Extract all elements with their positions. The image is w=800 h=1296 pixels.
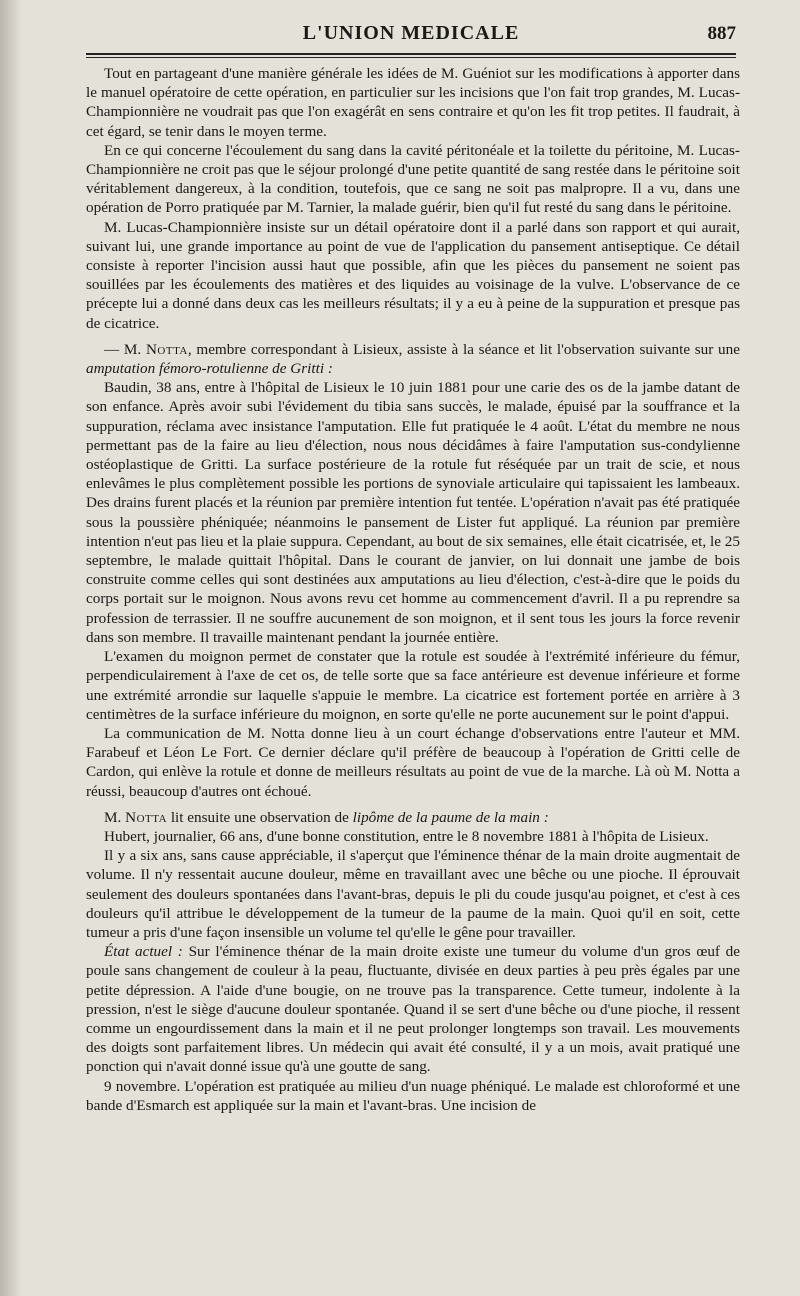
section-label: État actuel : [104,943,183,961]
author-name: Notta [125,808,168,826]
case-title: lipôme de la paume de la main : [352,808,549,826]
page-gutter-shadow [0,0,22,1296]
page-header [86,16,736,50]
paragraph: Il y a six ans, sans cause appréciable, il s'aperçut que l'éminence thénar de la main droite augmentait de volume. Il n'y ressentait aucune douleur, même en travaillant avec une bêche ou une pioche. Il éprouvait seulement des douleurs spontanées dans l'avant-bras, depuis le pli du coude jusqu'au poignet, et c'est à ces douleurs qu'il attribue le développement de la tumeur de la paume de la main. Quoi qu'il en soit, cette tumeur a pris d'une façon insensible un volume tel qu'elle le gêne pour travailler. [86,847,740,941]
paragraph: Tout en partageant d'une manière générale les idées de M. Guéniot sur les modifications à apporter dans le manuel opératoire de cette opération, en particulier sur les incisions que l'on fait trop grandes, M. Lucas-Championnière ne voudrait pas que l'on exagérât en sens contraire et qu'on les fit trop petites. Il faudrait, à cet égard, se tenir dans le moyen terme. [86,65,740,140]
paragraph: 9 novembre. L'opération est pratiquée au milieu d'un nuage phéniqué. Le malade est chloroformé et une bande d'Esmarch est appliquée sur la main et l'avant-bras. Une incision de [86,1077,740,1114]
author-name: Notta [145,340,188,358]
running-title: L'UNION MEDICALE [302,22,520,44]
article-body [86,64,740,1115]
paragraph-notta-lipome: M. Notta lit ensuite une observation de lipôme de la paume de la main : [104,808,549,826]
page-number: 887 [707,23,736,44]
paragraph: La communication de M. Notta donne lieu à un court échange d'observations entre l'auteur et MM. Farabeuf et Léon Le Fort. Ce dernier déclare qu'il préfère de beaucoup à l'opération de Gritti celle de Cardon, qui enlève la rotule et donne de meilleurs résultats au point de vue de la marche. Là où M. Notta a réussi, beaucoup d'autres ont échoué. [86,724,740,800]
paragraph: Baudin, 38 ans, entre à l'hôpital de Lisieux le 10 juin 1881 pour une carie des os de la jambe datant de son enfance. Après avoir subi l'évidement du tibia sans succès, le malade, épuisé par la souffrance et la suppuration, réclama avec insistance l'amputation. Elle fut pratiquée le 4 août. L'état du membre ne nous permettant pas de la faire au lieu d'élection, nous nous décidâmes à faire l'amputation sus-condylienne ostéoplastique de Gritti. La surface postérieure de la rotule fut réséquée par un trait de scie, et nous enlevâmes le plus complètement possible les portions de synoviale articulaire qui tapissaient les lambeaux. Des drains furent placés et la réunion par première intention fut tentée. L'opération n'avait pas été pratiquée sous la poussière phéniquée; néanmoins le pansement de Lister fut appliqué. La réunion par première intention n'eut pas lieu et la plaie suppura. Cependant, au bout de six semaines, elle était cicatrisée, et, le 25 septembre, le malade quittait l'hôpital. Dans le courant de janvier, on lui donnait une jambe de bois construite comme celles qui sont destinées aux amputations au lieu d'élection, c'est-à-dire que le poids du corps portait sur le moignon. Nous avons revu cet homme au commencement d'avril. Il a pu reprendre sa profession de terrassier. Il ne souffre aucunement de son moignon, et il sent tous les jours la force revenir dans son membre. Il travaille maintenant pendant la journée entière. [86,379,740,646]
header-rule [86,53,736,58]
paragraph: Hubert, journalier, 66 ans, d'une bonne constitution, entre le 8 novembre 1881 à l'hôpita de Lisieux. [104,827,709,845]
paragraph: M. Lucas-Championnière insiste sur un détail opératoire dont il a parlé dans son rapport et qui aurait, suivant lui, une grande importance au point de vue de l'application du pansement antiseptique. Ce détail consiste à reporter l'incision aussi haut que possible, afin que les pièces du pansement ne soient pas souillées par les écoulements des matières et des liquides au voisinage de la vulve. L'observance de ce précepte lui a donné dans deux cas les meilleurs résultats; il y a eu à peine de la suppuration et presque pas de cicatrice. [86,218,740,332]
paragraph-notta-presentation: — M. Notta, membre correspondant à Lisieux, assiste à la séance et lit l'observation suivante sur une amputation fémoro-rotulienne de Gritti : [86,340,740,378]
paragraph-etat-actuel: État actuel : Sur l'éminence thénar de la main droite existe une tumeur du volume d'un gros œuf de poule sans changement de couleur à la peau, fluctuante, divisée en deux parties à peu près égales par une petite dépression. A l'aide d'une bougie, on ne trouve pas la transparence. Cette tumeur, indolente à la pression, n'est le siège d'aucune douleur spontanée. Quand il se sert d'une bêche ou d'une pioche, il ressent comme un engourdissement dans la main et il ne peut prolonger longtemps son travail. Les mouvements des doigts sont parfaitement libres. Un médecin qui avait été consulté, il y a un mois, avait pratiqué une ponction qui n'avait donné issue qu'à une goutte de sang. [86,943,741,1076]
paragraph: En ce qui concerne l'écoulement du sang dans la cavité péritonéale et la toilette du péritoine, M. Lucas-Championnière ne croit pas que le séjour prolongé d'une petite quantité de sang restée dans le péritoine soit véritablement dangereux, à la condition, toutefois, que ce sang ne soit pas malpropre. Il a vu, dans une opération de Porro pratiquée par M. Tarnier, la malade guérir, bien qu'il fut resté du sang dans le péritoine. [86,141,740,217]
paragraph: L'examen du moignon permet de constater que la rotule est soudée à l'extrémité inférieure du fémur, perpendiculairement à l'axe de cet os, de telle sorte que sa face antérieure est devenue inférieure et forme une extrémité arrondie sur laquelle s'appuie le membre. La cicatrice est fortement portée en arrière à 3 centimètres de la surface inférieure du moignon, en sorte qu'elle ne porte aucunement sur le point d'appui. [86,648,740,723]
case-title: amputation fémoro-rotulienne de Gritti : [86,360,333,378]
